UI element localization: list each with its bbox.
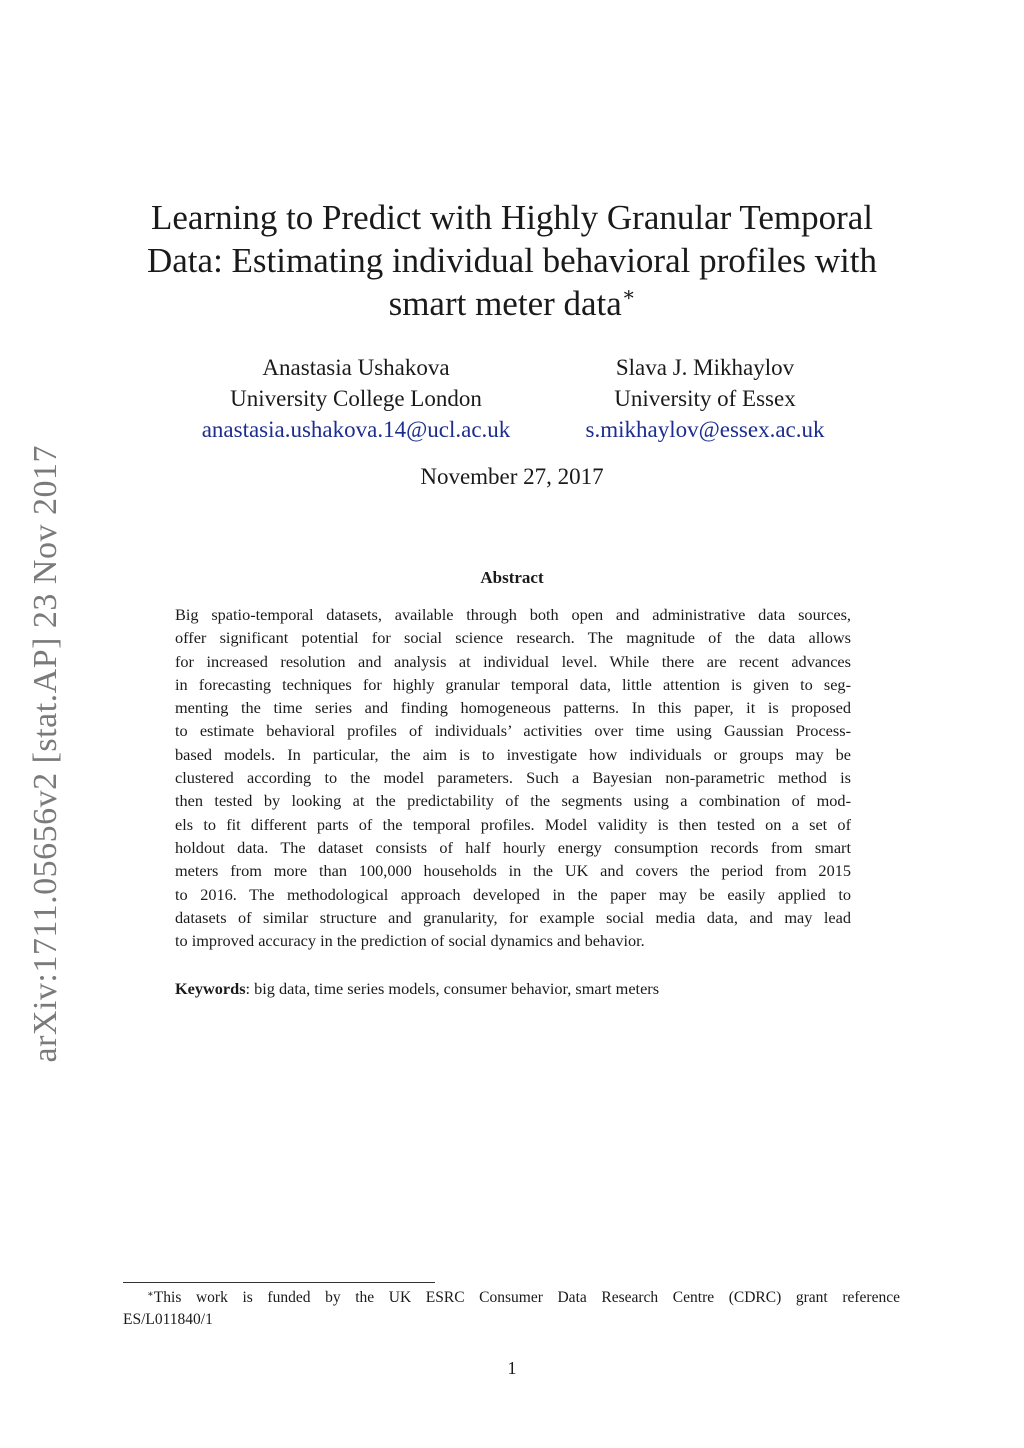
title-line-3 <box>120 282 904 325</box>
author-affiliation: University College London <box>230 386 482 411</box>
abstract-line: based models. In particular, the aim is to investigate how individuals or groups may be <box>175 744 851 764</box>
abstract-line: menting the time series and finding homogeneous patterns. In this paper, it is proposed <box>175 698 851 718</box>
author-block-1 <box>176 352 536 445</box>
abstract-line: to improved accuracy in the prediction of social dynamics and behavior. <box>175 931 645 951</box>
abstract-line: to estimate behavioral profiles of individuals’ activities over time using Gaussian Process- <box>175 721 851 741</box>
footnote <box>123 1287 900 1331</box>
abstract-line: datasets of similar structure and granularity, for example social media data, and may lead <box>175 907 851 927</box>
abstract-line: els to fit different parts of the temporal profiles. Model validity is then tested on a set of <box>175 814 851 834</box>
abstract-line: to 2016. The methodological approach developed in the paper may be easily applied to <box>175 884 851 904</box>
footnote-marker: ∗ <box>147 1289 154 1300</box>
abstract-line: then tested by looking at the predictability of the segments using a combination of mod- <box>175 791 851 811</box>
abstract-line: offer significant potential for social science research. The magnitude of the data allows <box>175 628 851 648</box>
footnote-text: This work is funded by the UK ESRC Consumer Data Research Centre (CDRC) grant reference <box>153 1289 900 1306</box>
title-line-3-text: smart meter data <box>388 284 622 323</box>
publication-date: November 27, 2017 <box>420 464 604 489</box>
author-name: Anastasia Ushakova <box>262 355 450 380</box>
abstract-line: in forecasting techniques for highly granular temporal data, little attention is given to seg- <box>175 674 851 694</box>
abstract-heading: Abstract <box>480 568 544 587</box>
arxiv-identifier-stamp <box>16 440 76 1068</box>
title-line-2: Data: Estimating individual behavioral profiles with <box>147 241 877 280</box>
keywords <box>175 977 851 1000</box>
abstract-line: clustered according to the model parameters. Such a Bayesian non-parametric method is <box>175 768 851 788</box>
footnote-divider <box>123 1282 435 1283</box>
author-email-link[interactable]: anastasia.ushakova.14@ucl.ac.uk <box>201 417 511 442</box>
abstract-line: holdout data. The dataset consists of half hourly energy consumption records from smart <box>175 837 851 857</box>
paper-title <box>120 196 904 325</box>
footnote-line-1 <box>123 1287 900 1309</box>
page-number: 1 <box>507 1358 517 1378</box>
title-line-1: Learning to Predict with Highly Granular Temporal <box>151 198 873 237</box>
author-email-link[interactable]: s.mikhaylov@essex.ac.uk <box>585 417 825 442</box>
arxiv-identifier-text: arXiv:1711.05656v2 [stat.AP] 23 Nov 2017 <box>27 445 64 1063</box>
footnote-line-2: ES/L011840/1 <box>123 1311 213 1328</box>
keywords-label: Keywords <box>175 979 246 998</box>
abstract-line: for increased resolution and analysis at individual level. While there are recent advances <box>175 651 851 671</box>
title-footnote-marker[interactable]: ∗ <box>621 284 636 306</box>
author-name: Slava J. Mikhaylov <box>615 355 795 380</box>
keywords-text: : big data, time series models, consumer behavior, smart meters <box>245 979 660 998</box>
abstract-line: meters from more than 100,000 households in the UK and covers the period from 2015 <box>175 861 851 881</box>
author-affiliation: University of Essex <box>614 386 796 411</box>
abstract-line: Big spatio-temporal datasets, available through both open and administrative data sources, <box>175 605 851 624</box>
author-block-2 <box>560 352 850 445</box>
abstract-body <box>175 603 851 952</box>
